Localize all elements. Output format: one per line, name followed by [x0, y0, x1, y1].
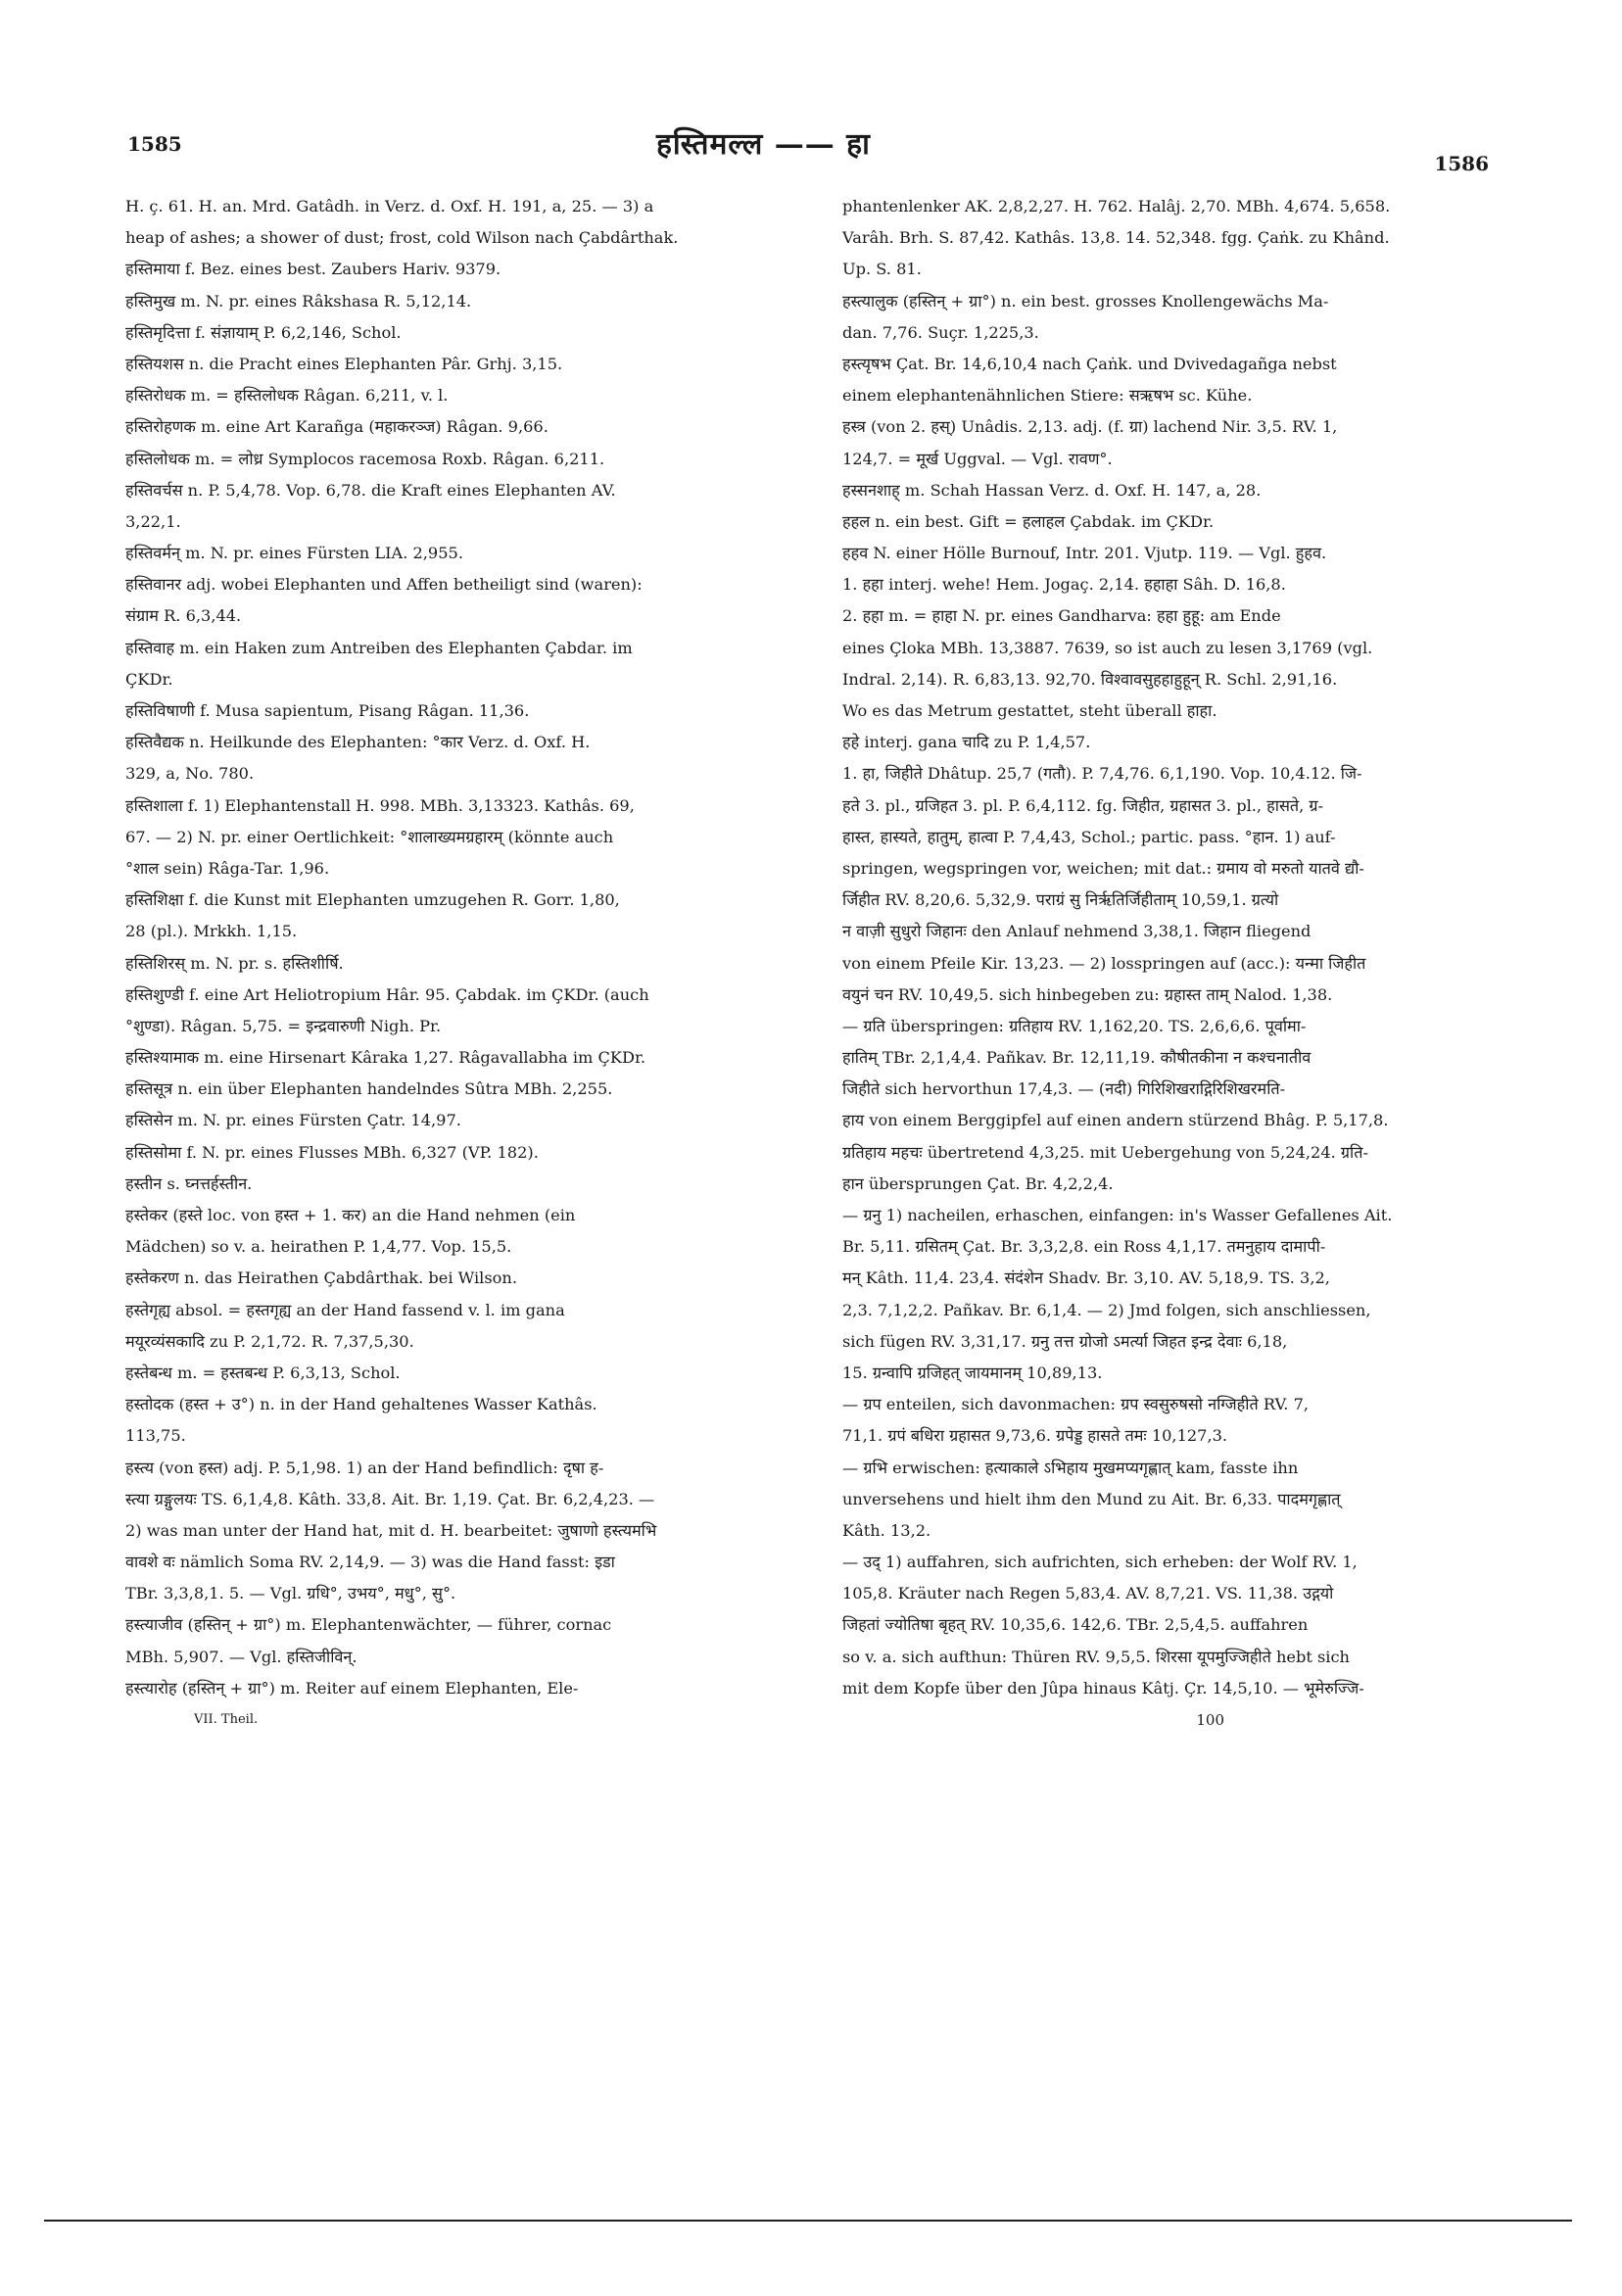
- left-column-line: हस्त्याजीव (हस्तिन् + ग्रा°) m. Elephantenwächter, — führer, cornac: [125, 1615, 612, 1635]
- right-column-line: dan. 7,76. Suçr. 1,225,3.: [842, 322, 1039, 342]
- page-header: [127, 122, 1489, 175]
- right-column-line: so v. a. sich aufthun: Thüren RV. 9,5,5. शिरसा यूपमुज्जिहीते hebt sich: [842, 1647, 1350, 1666]
- left-column-line: संग्राम R. 6,3,44.: [125, 606, 242, 626]
- right-page-number: 1586: [1434, 152, 1489, 175]
- right-column-line: 1. हहा interj. wehe! Hem. Jogaç. 2,14. हहाहा Sâh. D. 16,8.: [842, 575, 1286, 595]
- right-column-line: von einem Pfeile Kir. 13,23. — 2) losspringen auf (acc.): यन्मा जिहीत: [842, 953, 1366, 973]
- right-column-line: र्जिहीत RV. 8,20,6. 5,32,9. पराग्रं सु निर्ऋतिर्जिहीताम् 10,59,1. ग्रत्यो: [842, 890, 1279, 910]
- right-column-line: Kâth. 13,2.: [842, 1520, 931, 1540]
- left-column-line: हस्तिमृदित्ता f. संज्ञायाम् P. 6,2,146, Schol.: [125, 322, 402, 342]
- right-column-line: unversehens und hielt ihm den Mund zu Ait. Br. 6,33. पादमगृह्णात्: [842, 1489, 1341, 1508]
- bottom-rule: [44, 2220, 1572, 2222]
- right-column-line: हहे interj. gana चादि zu P. 1,4,57.: [842, 733, 1091, 752]
- left-column-line: हस्तिसोमा f. N. pr. eines Flusses MBh. 6,327 (VP. 182).: [125, 1142, 539, 1162]
- left-column-line: हस्तिश्यामाक m. eine Hirsenart Kâraka 1,27. Râgavallabha im ÇKDr.: [125, 1048, 646, 1068]
- right-column-line: mit dem Kopfe über den Jûpa hinaus Kâtj. Çr. 14,5,10. — भूमेरुज्जि-: [842, 1678, 1364, 1698]
- left-column-line: हस्तेगृह्य absol. = हस्तगृह्य an der Hand fassend v. l. im gana: [125, 1300, 565, 1319]
- left-column-line: हस्तियशस n. die Pracht eines Elephanten Pâr. Grhj. 3,15.: [125, 354, 563, 373]
- right-column-line: 15. ग्रन्वापि ग्रजिहत् जायमानम् 10,89,13.: [842, 1363, 1103, 1382]
- right-column-line: phantenlenker AK. 2,8,2,27. H. 762. Halâj. 2,70. MBh. 4,674. 5,658.: [842, 197, 1391, 215]
- left-column-line: हस्तिशुण्डी f. eine Art Heliotropium Hâr. 95. Çabdak. im ÇKDr. (auch: [125, 984, 649, 1004]
- left-column-line: 28 (pl.). Mrkkh. 1,15.: [125, 922, 298, 941]
- left-column-line: हस्तिसेन m. N. pr. eines Fürsten Çatr. 14,97.: [125, 1111, 461, 1130]
- left-column-line: heap of ashes; a shower of dust; frost, cold Wilson nach Çabdârthak.: [125, 228, 679, 248]
- left-column-line: हस्तेकरण n. das Heirathen Çabdârthak. bei Wilson.: [125, 1268, 517, 1288]
- left-column-line: हस्तीन s. घ्नत्तर्हस्तीन.: [125, 1173, 253, 1193]
- right-column-line: einem elephantenähnlichen Stiere: सऋषभ sc. Kühe.: [842, 386, 1253, 406]
- right-column-line: हास्त, हास्यते, हातुम्, हात्वा P. 7,4,43, Schol.; partic. pass. °हान. 1) auf-: [842, 827, 1336, 846]
- left-column-line: हस्तिशिक्षा f. die Kunst mit Elephanten umzugehen R. Gorr. 1,80,: [125, 890, 620, 910]
- right-column-line: जिहतां ज्योतिषा बृहत् RV. 10,35,6. 142,6. TBr. 2,5,4,5. auffahren: [842, 1615, 1309, 1635]
- right-column: [842, 191, 1518, 1736]
- left-column-line: वावशे वः nämlich Soma RV. 2,14,9. — 3) was die Hand fasst: इडा: [125, 1553, 615, 1572]
- right-column-line: — उद् 1) auffahren, sich aufrichten, sich erheben: der Wolf RV. 1,: [842, 1553, 1358, 1572]
- left-column-line: हस्तिशिरस् m. N. pr. s. हस्तिशीर्षि.: [125, 953, 344, 973]
- left-column-line: हस्तिरोहणक m. eine Art Karañga (महाकरञ्ज) Râgan. 9,66.: [125, 417, 549, 437]
- left-column-line: VII. Theil.: [194, 1712, 259, 1727]
- left-column-line: हस्तिमुख m. N. pr. eines Râkshasa R. 5,12,14.: [125, 291, 472, 311]
- left-column-line: मयूरव्यंसकादि zu P. 2,1,72. R. 7,37,5,30.: [125, 1331, 414, 1351]
- left-column-line: हस्तिवानर adj. wobei Elephanten und Affen betheiligt sind (waren):: [125, 575, 643, 595]
- left-column-line: हस्तिलोधक m. = लोध्र Symplocos racemosa Roxb. Râgan. 6,211.: [125, 449, 605, 468]
- right-column-line: मन् Kâth. 11,4. 23,4. संदंशेन Shadv. Br. 3,10. AV. 5,18,9. TS. 3,2,: [842, 1268, 1330, 1288]
- right-column-line: 100: [1196, 1711, 1224, 1729]
- right-column-line: ग्रतिहाय महचः übertretend 4,3,25. mit Uebergehung von 5,24,24. ग्रति-: [842, 1142, 1368, 1162]
- left-column-line: 329, a, No. 780.: [125, 764, 255, 784]
- right-column-line: — ग्रनु 1) nacheilen, erhaschen, einfangen: in's Wasser Gefallenes Ait.: [842, 1206, 1393, 1224]
- right-column-line: हस्त्यृषभ Çat. Br. 14,6,10,4 nach Çaṅk. und Dvivedagañga nebst: [842, 354, 1337, 373]
- running-head: हस्तिमल्ल —— हा: [656, 127, 871, 162]
- right-column-line: हहव N. einer Hölle Burnouf, Intr. 201. Vjutp. 119. — Vgl. हुहव.: [842, 544, 1327, 563]
- right-column-line: Up. S. 81.: [842, 260, 922, 279]
- left-column-line: हस्तिरोधक m. = हस्तिलोधक Râgan. 6,211, v. l.: [125, 386, 449, 406]
- right-column-line: Indral. 2,14). R. 6,83,13. 92,70. विश्वावसुहहाहुहून् R. Schl. 2,91,16.: [842, 669, 1338, 689]
- right-column-line: 124,7. = मूर्ख Uggval. — Vgl. रावण°.: [842, 449, 1113, 468]
- left-column-line: स्त्या ग्रङ्गुलयः TS. 6,1,4,8. Kâth. 33,8. Ait. Br. 1,19. Çat. Br. 6,2,4,23. —: [125, 1489, 655, 1508]
- left-column-line: Mädchen) so v. a. heirathen P. 1,4,77. Vop. 15,5.: [125, 1237, 512, 1257]
- right-column-line: हस्सनशाह् m. Schah Hassan Verz. d. Oxf. H. 147, a, 28.: [842, 480, 1262, 500]
- left-column-line: हस्तिशाला f. 1) Elephantenstall H. 998. MBh. 3,13323. Kathâs. 69,: [125, 795, 635, 815]
- left-column-line: हस्तिमाया f. Bez. eines best. Zaubers Hariv. 9379.: [125, 260, 501, 279]
- right-column-line: हान übersprungen Çat. Br. 4,2,2,4.: [842, 1173, 1114, 1193]
- left-column-line: हस्तिसूत्र n. ein über Elephanten handelndes Sûtra MBh. 2,255.: [125, 1079, 613, 1099]
- right-column-line: eines Çloka MBh. 13,3887. 7639, so ist auch zu lesen 3,1769 (vgl.: [842, 638, 1373, 657]
- right-column-line: — ग्रभि erwischen: हत्याकाले ऽभिहाय मुखमप्यगृह्णात् kam, fasste ihn: [842, 1458, 1299, 1477]
- right-column-line: — ग्रति überspringen: ग्रतिहाय RV. 1,162,20. TS. 2,6,6,6. पूर्वामा-: [842, 1016, 1307, 1035]
- right-column-line: Varâh. Brh. S. 87,42. Kathâs. 13,8. 14. 52,348. fgg. Çaṅk. zu Khând.: [842, 228, 1390, 248]
- left-column-line: 3,22,1.: [125, 511, 181, 531]
- left-column-line: हस्तिवैद्यक n. Heilkunde des Elephanten: °कार Verz. d. Oxf. H.: [125, 733, 591, 752]
- left-column-line: हस्तिविषाणी f. Musa sapientum, Pisang Râgan. 11,36.: [125, 701, 530, 720]
- right-column-line: — ग्रप enteilen, sich davonmachen: ग्रप स्वसुरुषसो नग्जिहीते RV. 7,: [842, 1395, 1310, 1414]
- right-column-line: जिहीते sich hervorthun 17,4,3. — (नदी) गिरिशिखराद्गिरिशिखरमति-: [842, 1079, 1286, 1099]
- right-column-line: हते 3. pl., ग्रजिहत 3. pl. P. 6,4,112. fg. जिहीत, ग्रहासत 3. pl., हासते, ग्र-: [842, 795, 1324, 815]
- right-column-line: 105,8. Kräuter nach Regen 5,83,4. AV. 8,7,21. VS. 11,38. उद्गयो: [842, 1584, 1334, 1603]
- left-column-line: MBh. 5,907. — Vgl. हस्तिजीविन्.: [125, 1647, 358, 1666]
- left-column-line: ÇKDr.: [125, 669, 173, 689]
- left-column-line: हस्तेकर (हस्ते loc. von हस्त + 1. कर) an die Hand nehmen (ein: [125, 1206, 576, 1224]
- left-column-line: हस्त्य (von हस्त) adj. P. 5,1,98. 1) an der Hand befindlich: दृषा ह-: [125, 1458, 604, 1477]
- left-page-number: 1585: [127, 132, 182, 156]
- left-column-line: 113,75.: [125, 1426, 186, 1446]
- left-column-line: 2) was man unter der Hand hat, mit d. H. bearbeitet: जुषाणो हस्त्यमभि: [125, 1520, 657, 1540]
- right-column-line: 2. हहा m. = हाहा N. pr. eines Gandharva: हहा हुहू: am Ende: [842, 606, 1281, 626]
- right-column-line: Wo es das Metrum gestattet, steht überall हाहा.: [842, 701, 1217, 720]
- left-column-line: °शाल sein) Râga-Tar. 1,96.: [125, 858, 330, 878]
- right-column-line: न वाज़ी सुधुरो जिहानः den Anlauf nehmend 3,38,1. जिहान fliegend: [842, 922, 1312, 941]
- left-column-line: हस्तिवाह m. ein Haken zum Antreiben des Elephanten Çabdar. im: [125, 638, 633, 657]
- right-column-line: sich fügen RV. 3,31,17. ग्रनु तत्त ग्रोजो ऽमर्त्या जिहत इन्द्र देवाः 6,18,: [842, 1331, 1288, 1351]
- left-column-line: H. ç. 61. H. an. Mrd. Gatâdh. in Verz. d. Oxf. H. 191, a, 25. — 3) a: [125, 197, 654, 215]
- right-column-line: हस्त्यालुक (हस्तिन् + ग्रा°) n. ein best. grosses Knollengewächs Ma-: [842, 291, 1329, 311]
- left-column-line: °शुण्डा). Râgan. 5,75. = इन्द्रवारुणी Nigh. Pr.: [125, 1016, 442, 1035]
- right-column-line: Br. 5,11. ग्रसितम् Çat. Br. 3,3,2,8. ein Ross 4,1,17. तमनुहाय दामापी-: [842, 1237, 1326, 1257]
- right-column-line: 1. हा, जिहीते Dhâtup. 25,7 (गतौ). P. 7,4,76. 6,1,190. Vop. 10,4.12. जि-: [842, 764, 1362, 784]
- right-column-line: वयुनं चन RV. 10,49,5. sich hinbegeben zu: ग्रहास्त ताम् Nalod. 1,38.: [842, 984, 1333, 1004]
- left-column-line: हस्त्यारोह (हस्तिन् + ग्रा°) m. Reiter auf einem Elephanten, Ele-: [125, 1678, 579, 1698]
- left-column-line: 67. — 2) N. pr. einer Oertlichkeit: °शालाख्यमग्रहारम् (könnte auch: [125, 827, 614, 846]
- right-column-line: हस्त्र (von 2. हस्) Unâdis. 2,13. adj. (f. ग्रा) lachend Nir. 3,5. RV. 1,: [842, 417, 1338, 437]
- right-column-line: 2,3. 7,1,2,2. Pañkav. Br. 6,1,4. — 2) Jmd folgen, sich anschliessen,: [842, 1300, 1371, 1319]
- right-column-line: हातिम् TBr. 2,1,4,4. Pañkav. Br. 12,11,19. कौषीतकीना न कश्चनातीव: [842, 1048, 1312, 1068]
- left-column-line: हस्तिवर्चस n. P. 5,4,78. Vop. 6,78. die Kraft eines Elephanten AV.: [125, 480, 616, 500]
- right-column-line: हाय von einem Berggipfel auf einen andern stürzend Bhâg. P. 5,17,8.: [842, 1111, 1389, 1130]
- right-column-line: springen, wegspringen vor, weichen; mit dat.: ग्रमाय वो मरुतो यातवे द्यौ-: [842, 858, 1364, 878]
- left-column-line: हस्तेबन्ध m. = हस्तबन्ध P. 6,3,13, Schol.: [125, 1363, 401, 1382]
- right-column-line: हहल n. ein best. Gift = हलाहल Çabdak. im ÇKDr.: [842, 511, 1215, 531]
- left-column-line: हस्तिवर्मन् m. N. pr. eines Fürsten LIA. 2,955.: [125, 544, 463, 563]
- left-column-line: हस्तोदक (हस्त + उ°) n. in der Hand gehaltenes Wasser Kathâs.: [125, 1395, 597, 1414]
- left-column: [125, 191, 801, 1736]
- left-column-line: TBr. 3,3,8,1. 5. — Vgl. ग्रधि°, उभय°, मधु°, सु°.: [125, 1584, 456, 1603]
- right-column-line: 71,1. ग्रपं बधिरा ग्रहासत 9,73,6. ग्रपेड्ड हासते तमः 10,127,3.: [842, 1426, 1228, 1446]
